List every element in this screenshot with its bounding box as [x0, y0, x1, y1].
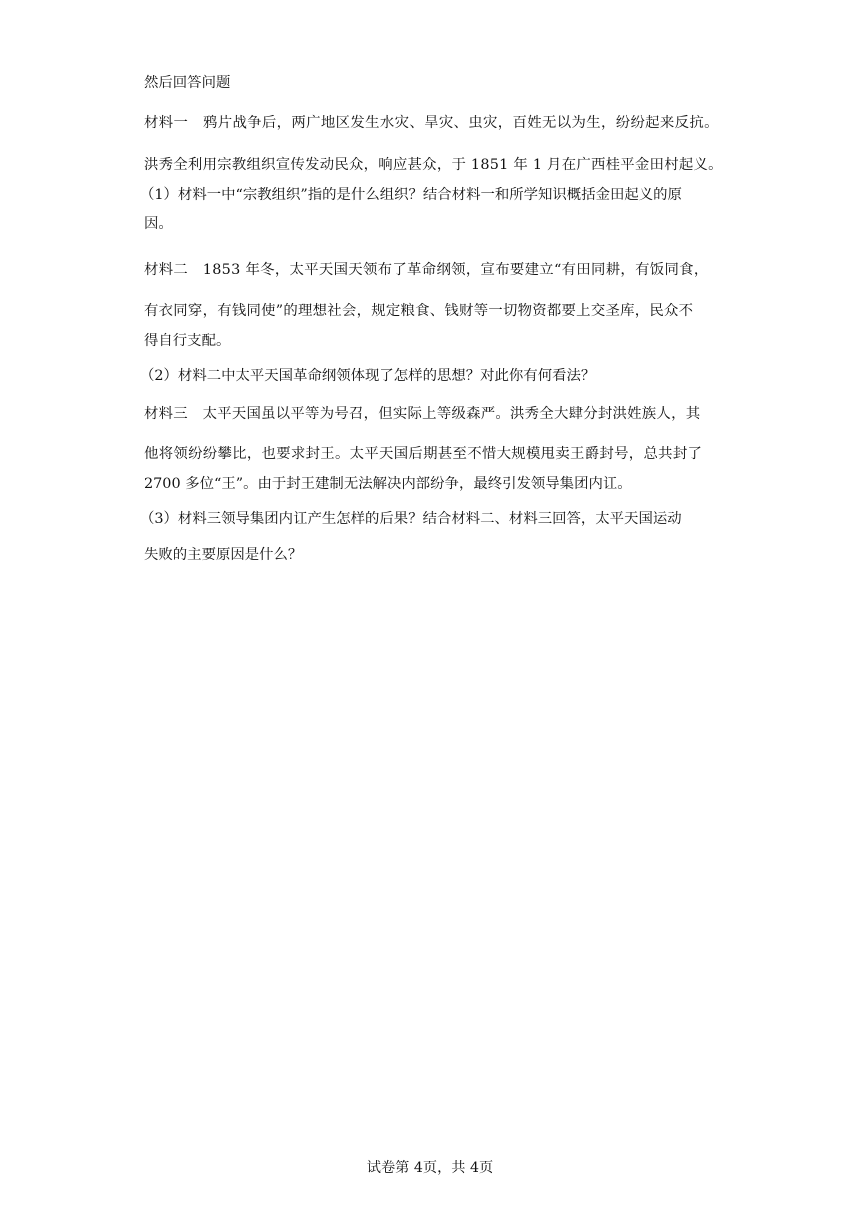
material-2-line-2: 有衣同穿，有钱同使”的理想社会，规定粮食、钱财等一切物资都要上交圣库，民众不 — [144, 303, 694, 319]
material-1-line-2: 洪秀全利用宗教组织宣传发动民众，响应甚众，于 1851 年 1 月在广西桂平金田村起义。 — [144, 157, 723, 173]
material-2-line-1: 材料二 1853 年冬，太平天国天领布了革命纲领，宣布要建立“有田同耕，有饭同食， — [144, 262, 709, 278]
question-1-line-2: 因。 — [144, 216, 173, 232]
page-footer: 试卷第 4页，共 4页 — [366, 1160, 494, 1176]
question-2-line-1: （2）材料二中太平天国革命纲领体现了怎样的思想？对此你有何看法？ — [140, 368, 596, 384]
material-3-line-1: 材料三 太平天国虽以平等为号召，但实际上等级森严。洪秀全大肆分封洪姓族人，其 — [144, 406, 701, 422]
material-1-line-1: 材料一 鸦片战争后，两广地区发生水灾、旱灾、虫灾，百姓无以为生，纷纷起来反抗。 — [144, 115, 719, 131]
question-3-line-1: （3）材料三领导集团内讧产生怎样的后果？结合材料二、材料三回答，太平天国运动 — [140, 511, 682, 527]
material-3-line-2: 他将领纷纷攀比，也要求封王。太平天国后期甚至不惜大规模甩卖王爵封号，总共封了 — [144, 446, 703, 462]
material-2-line-3: 得自行支配。 — [144, 333, 231, 349]
intro-text: 然后回答问题 — [144, 75, 231, 91]
question-3-line-2: 失败的主要原因是什么？ — [144, 547, 303, 563]
material-3-line-3: 2700 多位“王”。由于封王建制无法解决内部纷争，最终引发领导集团内讧。 — [144, 476, 632, 492]
question-1-line-1: （1）材料一中“宗教组织”指的是什么组织？结合材料一和所学知识概括金田起义的原 — [140, 187, 682, 203]
